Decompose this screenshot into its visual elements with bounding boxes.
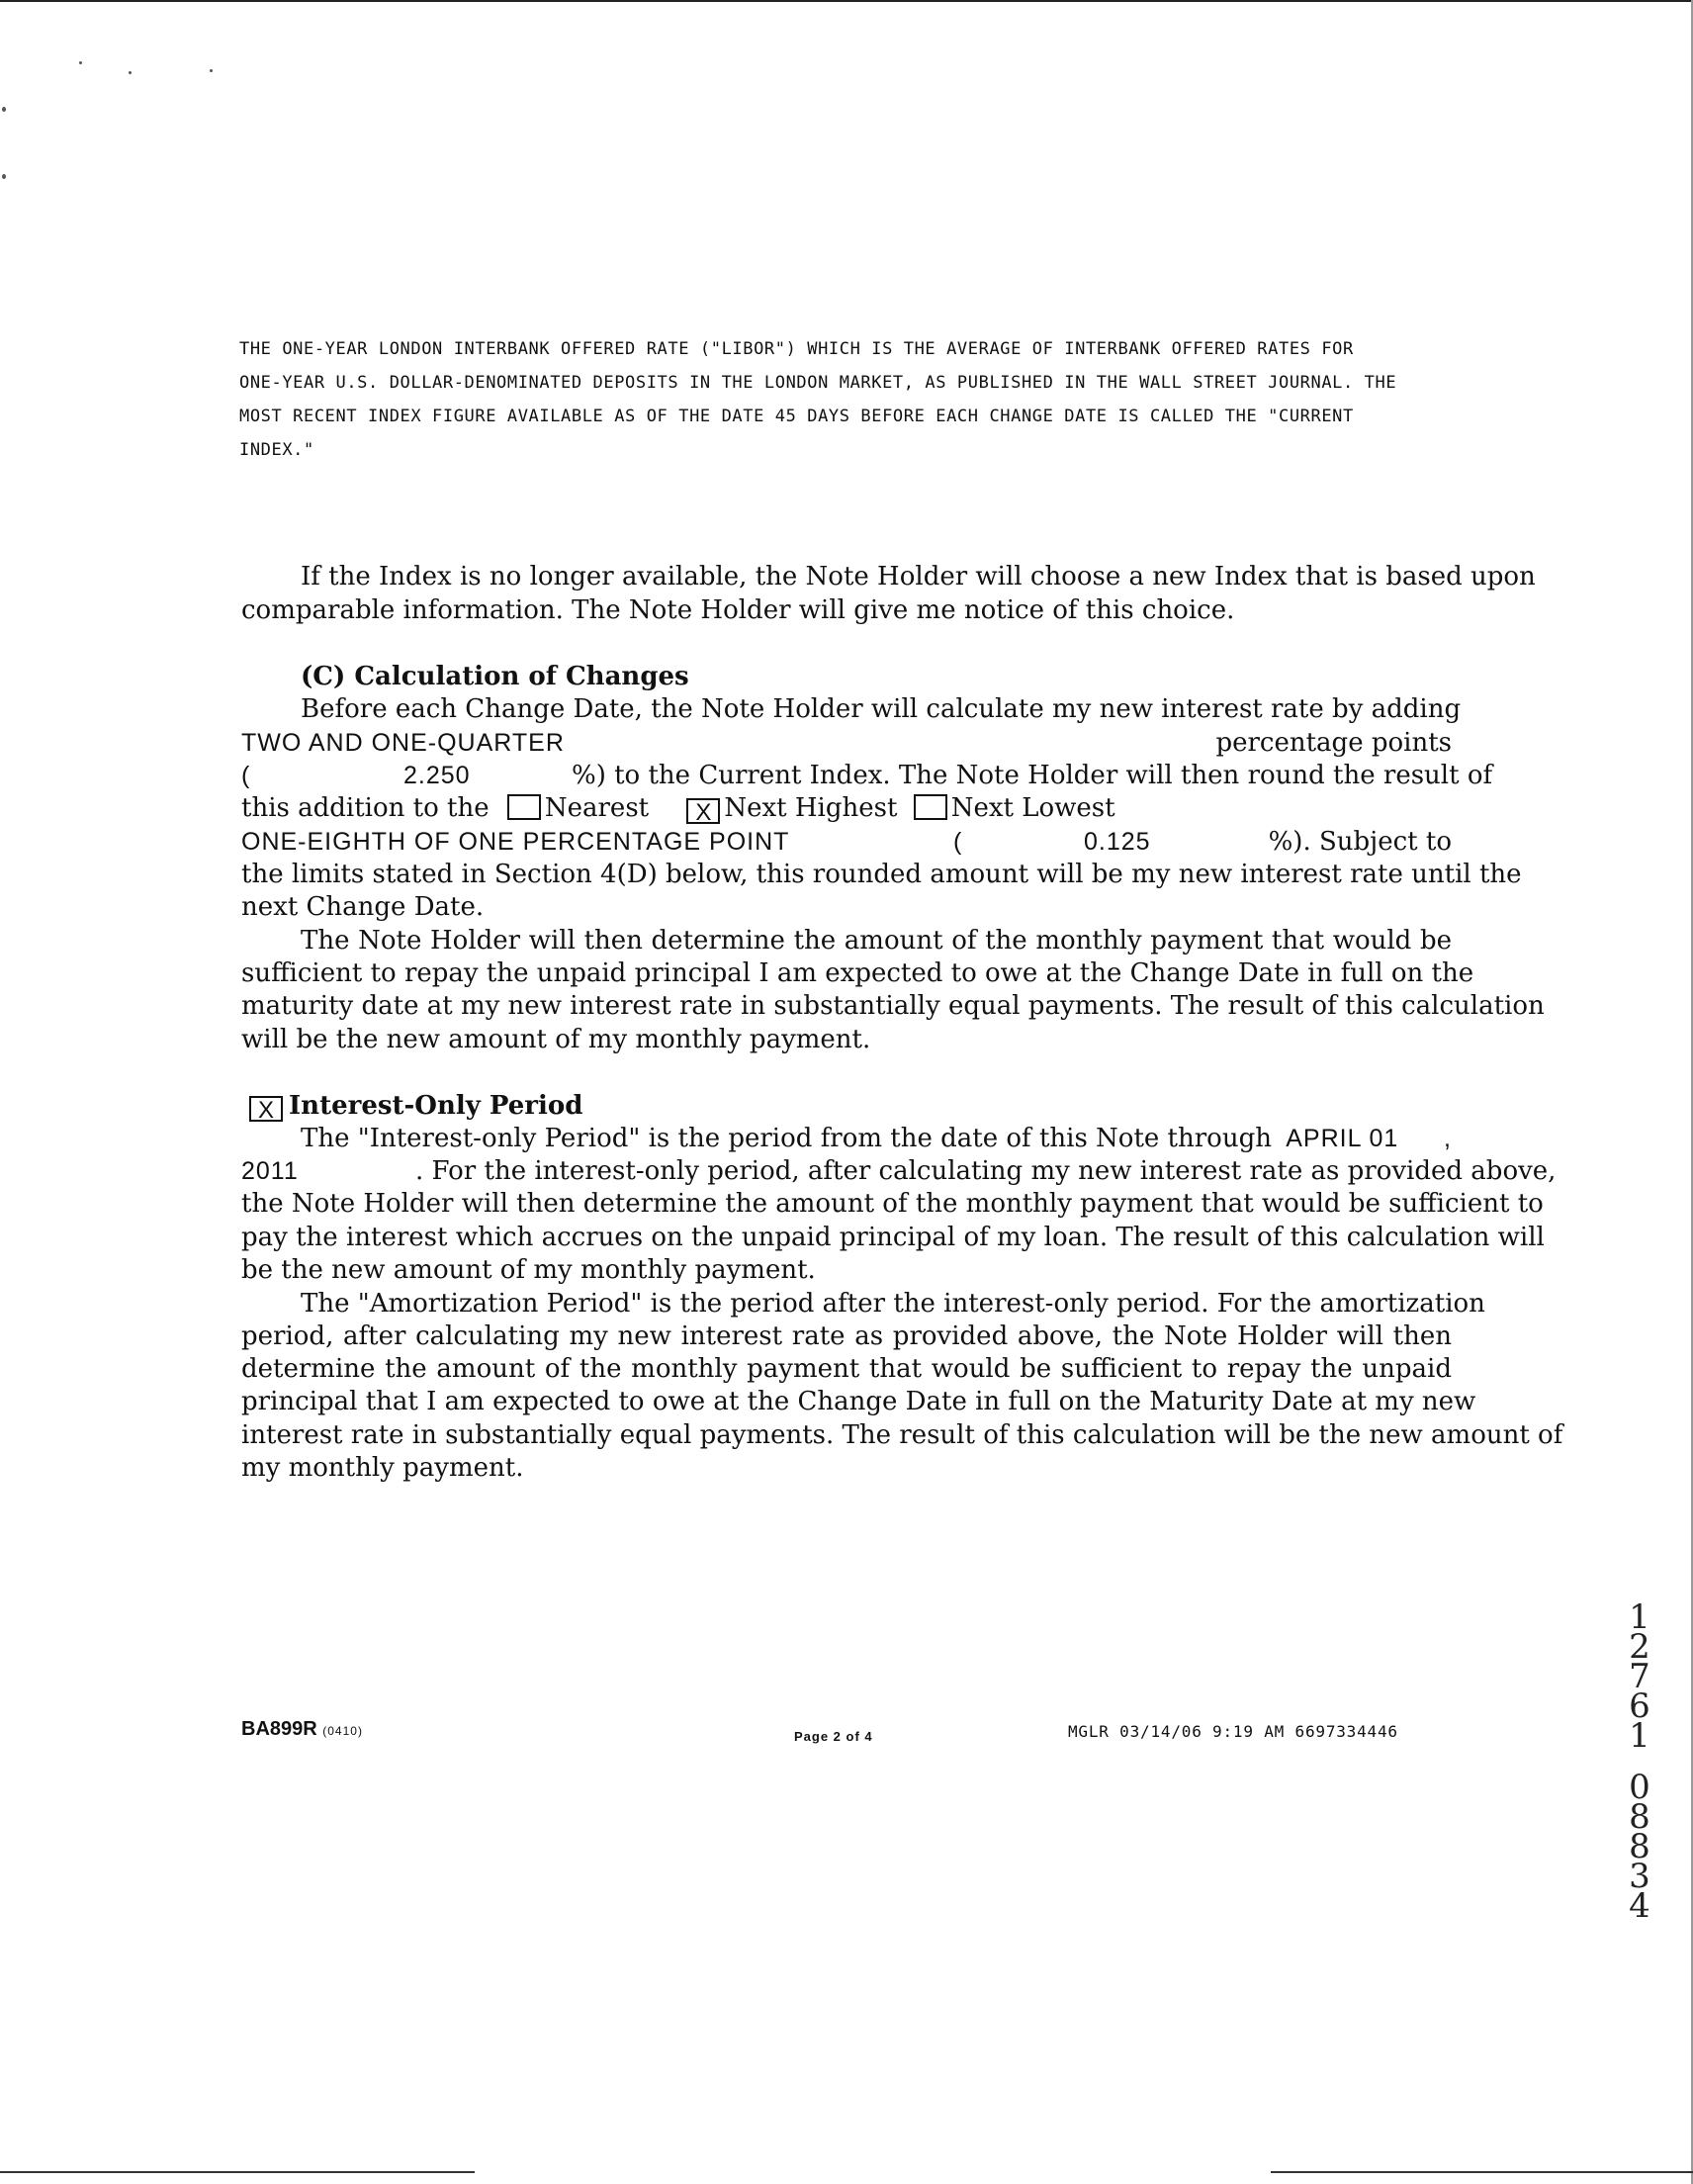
form-id — [241, 1718, 363, 1741]
page-bottom-edge-right — [1271, 2171, 1693, 2173]
stamp-digit: 4 — [1629, 1886, 1650, 1926]
index-line: MOST RECENT INDEX FIGURE AVAILABLE AS OF THE DATE 45 DAYS BEFORE EACH CHANGE DATE IS CALLED THE "CURRENT — [239, 407, 1354, 426]
stamp-digit: 7 — [1629, 1657, 1650, 1696]
form-id-date: (0410) — [322, 1724, 363, 1738]
page-number: Page 2 of 4 — [794, 1729, 873, 1744]
index-line: INDEX." — [239, 440, 314, 460]
stamp-digit: 8 — [1629, 1827, 1650, 1866]
calculation-line-1: Before each Change Date, the Note Holder will calculate my new interest rate by adding — [301, 694, 1462, 724]
loan-stamp-number — [1620, 1597, 1659, 1926]
scan-speck — [2, 107, 6, 112]
page-bottom-edge — [0, 2171, 475, 2173]
stamp-digit: 1 — [1629, 1597, 1650, 1637]
interest-only-line-4: pay the interest which accrues on the unpaid principal of my loan. The result of this calculation will — [241, 1223, 1545, 1252]
interest-only-line-1-prefix: The "Interest-only Period" is the period from the date of this Note through — [301, 1124, 1272, 1153]
calculation-heading: (C) Calculation of Changes — [301, 662, 689, 691]
percentage-points-label: percentage points — [1215, 728, 1452, 758]
interest-only-end-month-day: APRIL 01 — [1286, 1125, 1399, 1152]
scan-speck — [210, 69, 213, 72]
replacement-index-line-2: comparable information. The Note Holder will give me notice of this choice. — [241, 595, 1235, 625]
amortization-line-5: interest rate in substantially equal payments. The result of this calculation will be the new amount of — [241, 1420, 1563, 1450]
interest-only-heading: Interest-Only Period — [289, 1091, 583, 1121]
calculation-line-3 — [241, 759, 1493, 792]
stamp-digit: 2 — [1629, 1627, 1650, 1667]
amortization-line-6: my monthly payment. — [241, 1453, 524, 1483]
margin-words-value: TWO AND ONE-QUARTER — [241, 729, 565, 757]
interest-only-checkbox[interactable]: X — [249, 1096, 283, 1122]
amortization-line-3: determine the amount of the monthly payment that would be sufficient to repay the unpaid — [241, 1354, 1452, 1384]
payment-line-4: will be the new amount of my monthly payment. — [241, 1025, 871, 1054]
nearest-checkbox[interactable] — [507, 794, 541, 820]
calculation-line-4 — [241, 791, 1452, 825]
index-line: ONE-YEAR U.S. DOLLAR-DENOMINATED DEPOSITS IN THE LONDON MARKET, AS PUBLISHED IN THE WALL STREET JOURNAL. THE — [239, 373, 1397, 393]
stamp-digit: 8 — [1629, 1797, 1650, 1837]
interest-only-line-1 — [301, 1122, 1452, 1155]
rounding-prefix: this addition to the — [241, 793, 490, 823]
stamp-digit: 0 — [1629, 1768, 1650, 1807]
stamp-digit: 6 — [1629, 1686, 1650, 1726]
index-line: THE ONE-YEAR LONDON INTERBANK OFFERED RATE ("LIBOR") WHICH IS THE AVERAGE OF INTERBANK OFFERED RATES FOR — [239, 339, 1354, 359]
stamp-digit: 3 — [1629, 1857, 1650, 1896]
interest-only-line-2 — [241, 1154, 1557, 1188]
rounding-value: 0.125 — [1084, 828, 1151, 856]
payment-line-1: The Note Holder will then determine the amount of the monthly payment that would be — [301, 926, 1452, 956]
interest-only-heading-row — [241, 1089, 1452, 1123]
footer-reference: MGLR 03/14/06 9:19 AM 6697334446 — [1068, 1722, 1398, 1741]
interest-only-line-2-rest: . For the interest-only period, after calculating my new interest rate as provided above, — [415, 1156, 1557, 1186]
next-highest-checkbox[interactable]: X — [686, 798, 720, 824]
calculation-line-6: the limits stated in Section 4(D) below, this rounded amount will be my new interest rate until the — [241, 860, 1522, 889]
amortization-line-2: period, after calculating my new interest rate as provided above, the Note Holder will then — [241, 1321, 1452, 1351]
replacement-index-line-1: If the Index is no longer available, the Note Holder will choose a new Index that is based upon — [301, 562, 1536, 592]
calculation-line-7: next Change Date. — [241, 892, 485, 922]
index-definition — [239, 332, 1495, 467]
next-lowest-label: Next Lowest — [950, 793, 1115, 823]
calculation-line-5 — [241, 825, 1452, 859]
stamp-digit: 1 — [1629, 1716, 1650, 1756]
nearest-label: Nearest — [544, 793, 650, 823]
amortization-line-1: The "Amortization Period" is the period after the interest-only period. For the amortization — [301, 1289, 1485, 1319]
page-top-edge — [0, 0, 1693, 2]
next-lowest-checkbox[interactable] — [914, 794, 947, 820]
calculation-line-3-rest: %) to the Current Index. The Note Holder will then round the result of — [572, 761, 1493, 790]
payment-line-3: maturity date at my new interest rate in substantially equal payments. The result of this calculation — [241, 991, 1545, 1021]
calculation-line-2 — [241, 726, 1452, 760]
payment-line-2: sufficient to repay the unpaid principal I am expected to owe at the Change Date in full on the — [241, 958, 1474, 988]
interest-only-line-3: the Note Holder will then determine the amount of the monthly payment that would be sufficient to — [241, 1189, 1544, 1219]
interest-only-end-year: 2011 — [241, 1157, 299, 1185]
scan-speck — [2, 174, 6, 179]
next-highest-label: Next Highest — [724, 793, 898, 823]
rounding-open-paren: ( — [953, 828, 963, 856]
margin-value: 2.250 — [403, 762, 471, 789]
open-paren: ( — [241, 762, 251, 789]
amortization-line-4: principal that I am expected to owe at the Change Date in full on the Maturity Date at my new — [241, 1387, 1476, 1416]
interest-only-line-5: be the new amount of my monthly payment. — [241, 1255, 816, 1285]
form-id-code: BA899R — [241, 1718, 317, 1740]
scan-speck — [79, 61, 82, 64]
calculation-line-5-rest: %). Subject to — [1268, 827, 1452, 857]
interest-only-comma: , — [1444, 1125, 1452, 1152]
rounding-words-value: ONE-EIGHTH OF ONE PERCENTAGE POINT — [241, 828, 790, 856]
scan-speck — [129, 71, 132, 74]
